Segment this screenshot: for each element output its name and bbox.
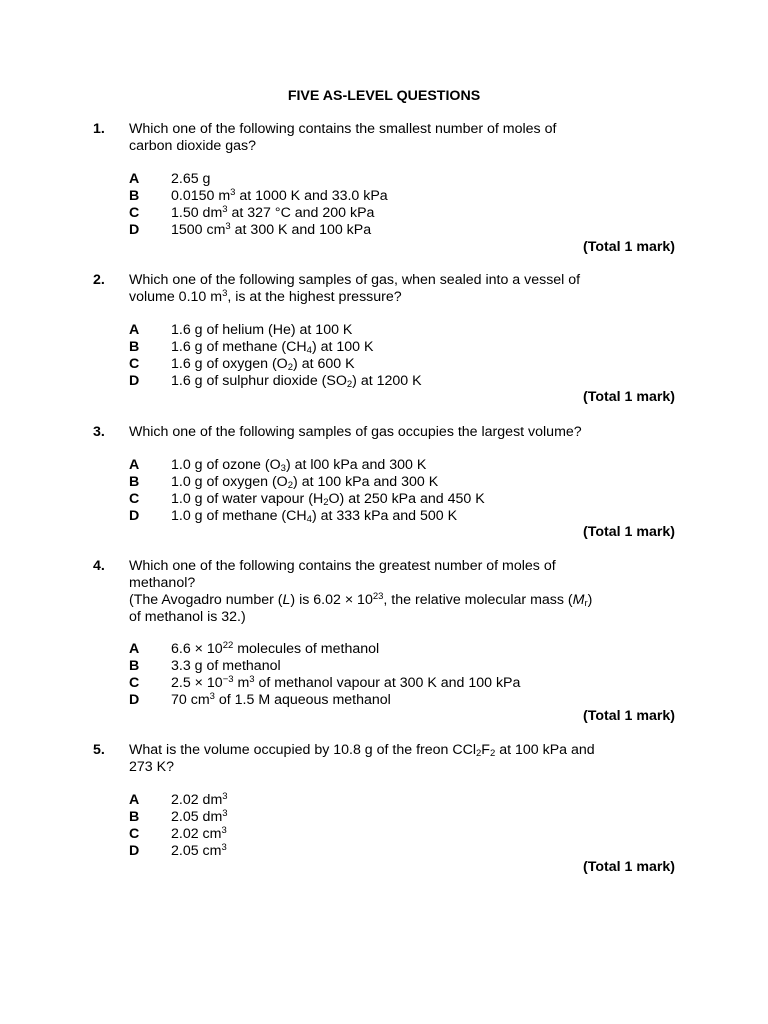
- question-text: [129, 272, 649, 306]
- text-segment: ) is 6.02 × 10: [290, 592, 373, 608]
- option-letter: B: [129, 339, 140, 355]
- question-number: 3.: [93, 424, 105, 440]
- answer-option-d: [0, 373, 768, 390]
- option-text: [171, 809, 228, 826]
- superscript: 3: [221, 842, 227, 853]
- question-text: [129, 121, 649, 155]
- text-segment: 2.02 cm: [171, 826, 222, 842]
- answer-option-a: [0, 641, 768, 658]
- option-letter: B: [129, 809, 140, 825]
- superscript: −3: [222, 674, 234, 685]
- option-text: [171, 675, 520, 692]
- text-segment: at 100 kPa and: [495, 742, 595, 758]
- answer-option-d: [0, 508, 768, 525]
- option-letter: B: [129, 474, 140, 490]
- answer-option-c: [0, 826, 768, 843]
- text-segment: 2.65 g: [171, 171, 211, 187]
- option-letter: D: [129, 373, 140, 389]
- superscript: 22: [222, 640, 234, 651]
- text-segment: M: [572, 592, 585, 608]
- option-text: [171, 641, 379, 658]
- text-segment: ) at 1200 K: [352, 373, 422, 389]
- text-segment: 1.0 g of methane (CH: [171, 508, 307, 524]
- text-segment: 1.6 g of sulphur dioxide (SO: [171, 373, 347, 389]
- answer-option-c: [0, 675, 768, 692]
- text-segment: 1.6 g of helium (He) at 100 K: [171, 322, 353, 338]
- option-letter: A: [129, 457, 140, 473]
- option-text: [171, 205, 374, 222]
- text-segment: 6.6 × 10: [171, 641, 223, 657]
- text-segment: of methanol vapour at 300 K and 100 kPa: [254, 675, 521, 691]
- answer-option-b: [0, 809, 768, 826]
- text-segment: carbon dioxide gas?: [129, 138, 256, 154]
- question-text: [129, 558, 649, 626]
- text-segment: of 1.5 M aqueous methanol: [214, 692, 391, 708]
- text-segment: ): [587, 592, 593, 608]
- text-segment: ) at 600 K: [293, 356, 355, 372]
- text-segment: Which one of the following samples of gas occupies the largest volume?: [129, 424, 582, 440]
- answer-option-c: [0, 356, 768, 373]
- question-text-line: [129, 558, 649, 575]
- option-text: [171, 188, 388, 205]
- total-mark: (Total 1 mark): [583, 389, 675, 405]
- option-letter: D: [129, 508, 140, 524]
- text-segment: , is at the highest pressure?: [227, 289, 402, 305]
- question-number: 1.: [93, 121, 105, 137]
- option-text: [171, 491, 485, 508]
- subscript: r: [584, 598, 588, 609]
- text-segment: methanol?: [129, 575, 196, 591]
- superscript: 3: [230, 187, 236, 198]
- answer-option-d: [0, 222, 768, 239]
- question-text: [129, 424, 649, 441]
- total-mark: (Total 1 mark): [583, 708, 675, 724]
- option-letter: C: [129, 826, 140, 842]
- answer-options: [0, 171, 768, 239]
- option-text: [171, 843, 227, 860]
- answer-option-c: [0, 491, 768, 508]
- total-mark: (Total 1 mark): [583, 524, 675, 540]
- text-segment: O) at 250 kPa and 450 K: [328, 491, 485, 507]
- page-title: FIVE AS-LEVEL QUESTIONS: [287, 88, 481, 104]
- text-segment: , the relative molecular mass (: [383, 592, 573, 608]
- option-letter: C: [129, 356, 140, 372]
- text-segment: 2.05 cm: [171, 843, 222, 859]
- option-letter: B: [129, 658, 140, 674]
- subscript: 4: [306, 514, 312, 525]
- option-letter: A: [129, 171, 140, 187]
- option-text: [171, 171, 210, 188]
- question-number: 5.: [93, 742, 105, 758]
- answer-option-b: [0, 658, 768, 675]
- option-text: [171, 792, 228, 809]
- text-segment: 1500 cm: [171, 222, 226, 238]
- subscript: 2: [346, 379, 353, 390]
- question-text-line: [129, 272, 649, 289]
- option-text: [171, 826, 227, 843]
- option-letter: C: [129, 491, 140, 507]
- option-letter: D: [129, 692, 140, 708]
- total-mark: (Total 1 mark): [583, 239, 675, 255]
- text-segment: 1.6 g of methane (CH: [171, 339, 307, 355]
- subscript: 4: [306, 345, 312, 356]
- superscript: 3: [221, 825, 227, 836]
- text-segment: L: [282, 592, 291, 608]
- option-text: [171, 339, 373, 356]
- option-letter: C: [129, 205, 140, 221]
- option-letter: D: [129, 843, 140, 859]
- subscript: 2: [287, 480, 294, 491]
- text-segment: 273 K?: [129, 759, 174, 775]
- answer-options: [0, 641, 768, 709]
- answer-option-a: [0, 792, 768, 809]
- text-segment: 1.0 g of ozone (O: [171, 457, 281, 473]
- subscript: 3: [280, 463, 286, 474]
- option-letter: D: [129, 222, 140, 238]
- text-segment: volume 0.10 m: [129, 289, 223, 305]
- answer-option-b: [0, 188, 768, 205]
- answer-option-a: [0, 322, 768, 339]
- text-segment: Which one of the following contains the smallest number of moles of: [129, 121, 557, 137]
- answer-options: [0, 792, 768, 860]
- answer-option-a: [0, 457, 768, 474]
- option-letter: A: [129, 641, 140, 657]
- superscript: 3: [209, 691, 215, 702]
- text-segment: ) at l00 kPa and 300 K: [285, 457, 427, 473]
- question-text-line: [129, 592, 649, 609]
- answer-option-b: [0, 474, 768, 491]
- text-segment: (The Avogadro number (: [129, 592, 283, 608]
- question-text-line: [129, 424, 649, 441]
- superscript: 3: [222, 808, 228, 819]
- text-segment: at 300 K and 100 kPa: [230, 222, 372, 238]
- answer-option-d: [0, 843, 768, 860]
- text-segment: at 327 °C and 200 kPa: [227, 205, 375, 221]
- answer-option-d: [0, 692, 768, 709]
- option-text: [171, 692, 391, 709]
- option-letter: B: [129, 188, 140, 204]
- answer-option-b: [0, 339, 768, 356]
- text-segment: 70 cm: [171, 692, 210, 708]
- text-segment: 1.0 g of oxygen (O: [171, 474, 288, 490]
- option-text: [171, 322, 352, 339]
- option-letter: A: [129, 322, 140, 338]
- text-segment: 2.5 × 10: [171, 675, 223, 691]
- text-segment: ) at 100 kPa and 300 K: [293, 474, 439, 490]
- superscript: 23: [372, 591, 384, 602]
- question-text-line: [129, 575, 649, 592]
- answer-options: [0, 457, 768, 525]
- question-text-line: [129, 121, 649, 138]
- option-letter: A: [129, 792, 140, 808]
- text-segment: 0.0150 m: [171, 188, 231, 204]
- text-segment: ) at 333 kPa and 500 K: [311, 508, 458, 524]
- answer-option-c: [0, 205, 768, 222]
- text-segment: ) at 100 K: [311, 339, 374, 355]
- question-text-line: [129, 742, 649, 759]
- text-segment: at 1000 K and 33.0 kPa: [235, 188, 388, 204]
- answer-options: [0, 322, 768, 390]
- option-letter: C: [129, 675, 140, 691]
- text-segment: of methanol is 32.): [129, 609, 246, 625]
- option-text: [171, 373, 422, 390]
- text-segment: 1.0 g of water vapour (H: [171, 491, 324, 507]
- superscript: 3: [225, 221, 231, 232]
- text-segment: 3.3 g of methanol: [171, 658, 281, 674]
- question-text-line: [129, 289, 649, 306]
- total-mark: (Total 1 mark): [583, 859, 675, 875]
- subscript: 2: [287, 362, 294, 373]
- text-segment: m: [233, 675, 250, 691]
- text-segment: 1.6 g of oxygen (O: [171, 356, 288, 372]
- superscript: 3: [249, 674, 255, 685]
- superscript: 3: [222, 204, 228, 215]
- text-segment: 1.50 dm: [171, 205, 223, 221]
- text-segment: 2.05 dm: [171, 809, 223, 825]
- option-text: [171, 222, 371, 239]
- superscript: 3: [222, 791, 228, 802]
- question-number: 4.: [93, 558, 105, 574]
- question-number: 2.: [93, 272, 105, 288]
- subscript: 2: [323, 497, 329, 508]
- question-text: [129, 742, 649, 776]
- option-text: [171, 474, 438, 491]
- option-text: [171, 508, 457, 525]
- option-text: [171, 356, 355, 373]
- answer-option-a: [0, 171, 768, 188]
- text-segment: F: [481, 742, 490, 758]
- text-segment: molecules of methanol: [233, 641, 380, 657]
- question-text-line: [129, 138, 649, 155]
- superscript: 3: [222, 288, 228, 299]
- option-text: [171, 457, 426, 474]
- text-segment: Which one of the following contains the greatest number of moles of: [129, 558, 556, 574]
- subscript: 2: [476, 748, 482, 759]
- question-text-line: [129, 609, 649, 626]
- option-text: [171, 658, 281, 675]
- question-text-line: [129, 759, 649, 776]
- text-segment: 2.02 dm: [171, 792, 223, 808]
- subscript: 2: [489, 748, 496, 759]
- text-segment: What is the volume occupied by 10.8 g of the freon CCl: [129, 742, 476, 758]
- text-segment: Which one of the following samples of gas, when sealed into a vessel of: [129, 272, 581, 288]
